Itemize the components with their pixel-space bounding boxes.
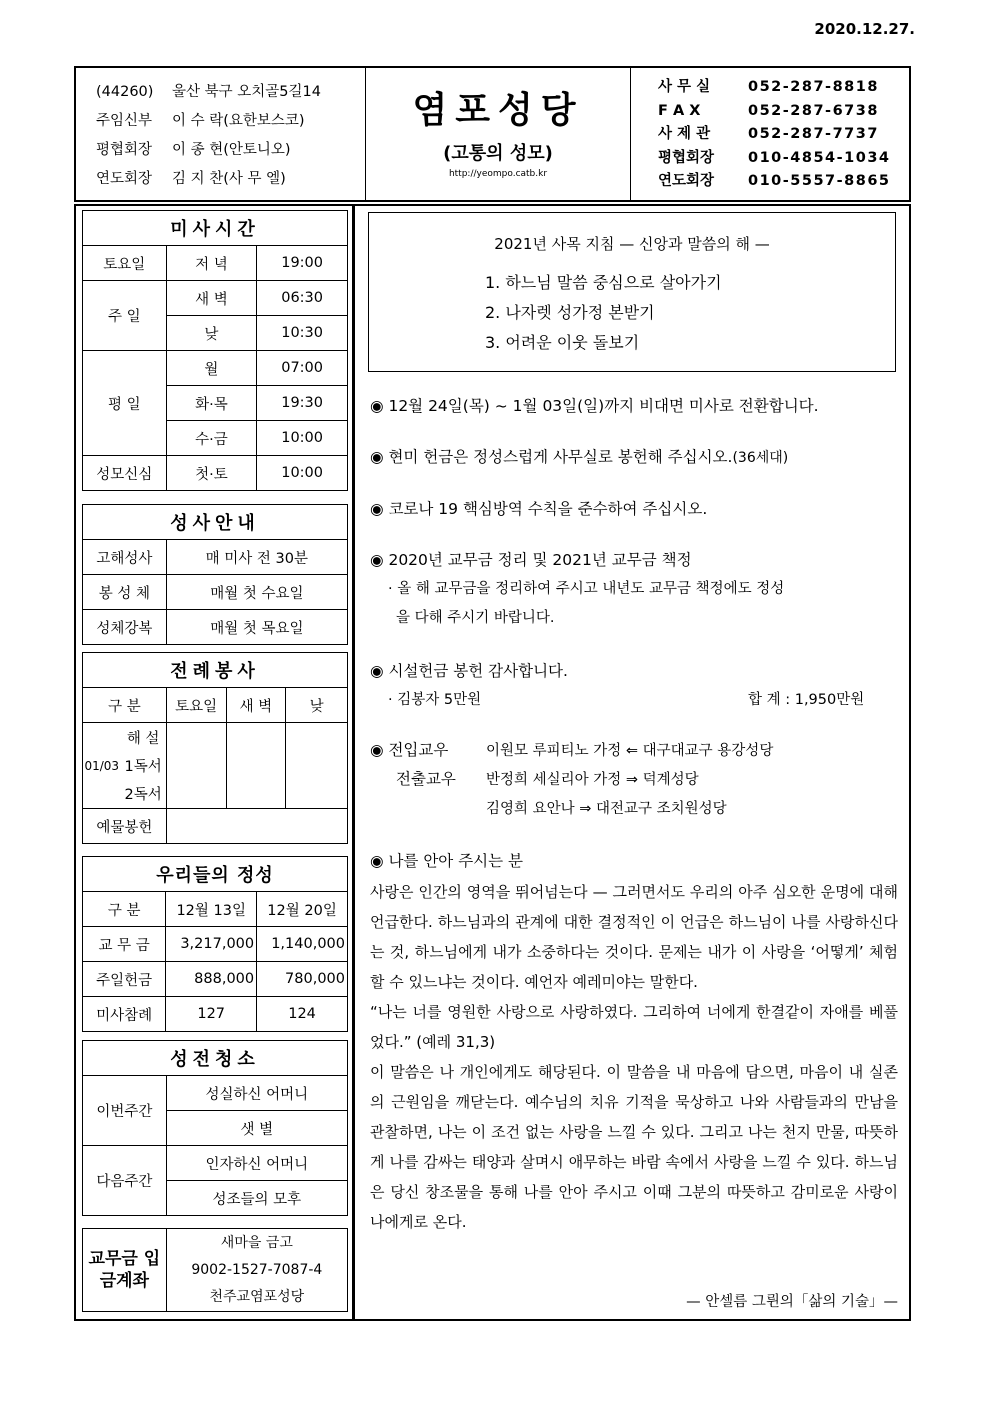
motto-item: 1. 하느님 말씀 중심으로 살아가기 [485,273,722,292]
contact-fax: F A X 052-287-6738 [658,102,879,119]
parish-url[interactable]: http://yeompo.catb.kr [448,169,548,179]
contact-rectory: 사 제 관 052-287-7737 [658,126,879,142]
sacrament-table: 성사안내 고해성사 매 미사 전 30분 봉 성 체 매월 첫 수요일 성체강복 매월 첫 목요일 [82,504,348,645]
contact-council: 평협회장 010-4854-1034 [658,149,891,166]
essay-title: ◉ 나를 안아 주시는 분 [370,852,524,870]
contact-prayer: 연도회장 010-5557-8865 [658,173,891,189]
issue-date: 2020.12.27. [814,20,915,38]
essay-paragraph: 이 말씀은 나 개인에게도 해당된다. 이 말씀을 내 마음에 담으면, 마음이 내 실존의 근원임을 깨닫는다. 예수님의 치유 기적을 묵상하고 나와 사람들과의 만남을 관찰하면, 나는 이 조건 없는 사랑을 느낄 수 있다. 그리고 나는 천지 만물, 따뜻하게 나를 감싸는 태양과 살며시 애무하는 바람 속에서 사랑을 느낄 수 있다. 하느님은 당신 창조물을 통해 나를 안아 주시고 이때 그분의 따뜻하고 감미로운 사랑이 나에게로 온다. [370,1063,898,1231]
mass-schedule-table: 미사시간 토요일 저 녁 19:00 주 일 새 벽 06:30 낮 10:30 평 일 월 07:00 화·목 19:30 수·금 10:00 성모신심 첫·토 10:00 [82,210,348,491]
left-column [74,204,354,1321]
essay-citation: — 안셀름 그륀의「삶의 기술」— [686,1294,898,1310]
notice-transfer-in-label: ◉ 전입교우 [370,741,449,759]
transfer-out-1: 반정희 세실리아 가정 ⇒ 덕계성당 [486,772,699,788]
notice-facility-offering: ◉ 시설헌금 봉헌 감사합니다. [370,662,568,680]
account-title: 교무금 입금계좌 [83,1229,167,1312]
pastor-row: 주임신부 이 수 락(요한보스코) [96,113,305,129]
transfer-out-2: 김영희 요안나 ⇒ 대전교구 조치원성당 [486,801,727,817]
parish-name: 염포성당 [412,90,584,131]
address-row: (44260) 울산 북구 오치골5길14 [96,84,321,100]
facility-donor: · 김봉자 5만원 [388,692,482,708]
account-table [82,1228,348,1312]
notice-online-mass: ◉ 12월 24일(목) ~ 1월 03일(일)까지 비대면 미사로 전환합니다. [370,397,819,415]
giving-table: 우리들의 정성 구 분 12월 13일 12월 20일 교 무 금 3,217,000 1,140,000 주일헌금 888,000 780,000 미사참례 127 124 [82,856,348,1032]
motto-title: 2021년 사목 지침 — 신앙과 말씀의 해 — [494,235,770,253]
essay-paragraph: 사랑은 인간의 영역을 뛰어넘는다 — 그러면서도 우리의 아주 심오한 운명에 대해 언급한다. 하느님과의 관계에 대한 결정적인 이 언급은 하느님이 나를 사랑하신다는 것, 하느님에게 내가 소중하다는 것이다. 문제는 내가 이 사랑을 ‘어떻게’ 체험할 수 있느냐는 것이다. 예언자 예레미야는 말한다. [370,883,898,991]
cleaning-title: 성전청소 [83,1041,348,1076]
sacrament-title: 성사안내 [83,505,348,540]
facility-total: 합 계 : 1,950만원 [748,692,865,708]
account-bank: 새마을 금고 [220,1234,293,1251]
prayer-president-row: 연도회장 김 지 찬(사 무 엘) [96,171,286,187]
patron-name: (고통의 성모) [443,143,553,164]
cleaning-table: 성전청소 이번주간 성실하신 어머니 샛 별 다음주간 인자하신 어머니 성조들의 모후 [82,1040,348,1216]
notice-covid: ◉ 코로나 19 핵심방역 수칙을 준수하여 주십시오. [370,500,708,518]
notice-dues-text-1: · 올 해 교무금을 정리하여 주시고 내년도 교무금 책정에도 정성 [388,581,785,597]
notice-rice-offering: ◉ 현미 헌금은 정성스럽게 사무실로 봉헌해 주십시오.(36세대) [370,448,789,466]
masthead [74,66,911,202]
mass-schedule-title: 미사시간 [83,211,348,246]
motto-item: 2. 나자렛 성가정 본받기 [485,303,655,322]
pastoral-motto-box [368,212,896,372]
account-number[interactable]: 9002-1527-7087-4 [191,1261,323,1278]
notice-dues-text-2: 을 다해 주시기 바랍니다. [396,610,555,626]
notice-dues: ◉ 2020년 교무금 정리 및 2021년 교무금 책정 [370,551,692,569]
essay-body [370,877,898,1237]
parish-info [76,68,366,200]
council-president-row: 평협회장 이 종 현(안토니오) [96,142,291,158]
notice-transfer-out-label: 전출교우 [396,770,456,788]
transfer-in: 이원모 루피티노 가정 ⇐ 대구대교구 용강성당 [486,743,774,759]
motto-item: 3. 어려운 이웃 돌보기 [485,333,640,352]
essay-quote: “나는 너를 영원한 사랑으로 사랑하였다. 그리하여 너에게 한결같이 자애를 베풀었다.” (예레 31,3) [370,1003,898,1051]
contact-office: 사 무 실 052-287-8818 [658,79,879,95]
liturgy-service-table: 전례봉사 구 분 토요일 새 벽 낮 01/03 해 설 1독서 2독서 예물봉헌 [82,652,348,844]
giving-title: 우리들의 정성 [83,857,348,892]
liturgy-title: 전례봉사 [83,653,348,688]
account-holder: 천주교염포성당 [209,1288,305,1305]
contact-list [634,68,909,200]
parish-title-block [366,68,631,200]
